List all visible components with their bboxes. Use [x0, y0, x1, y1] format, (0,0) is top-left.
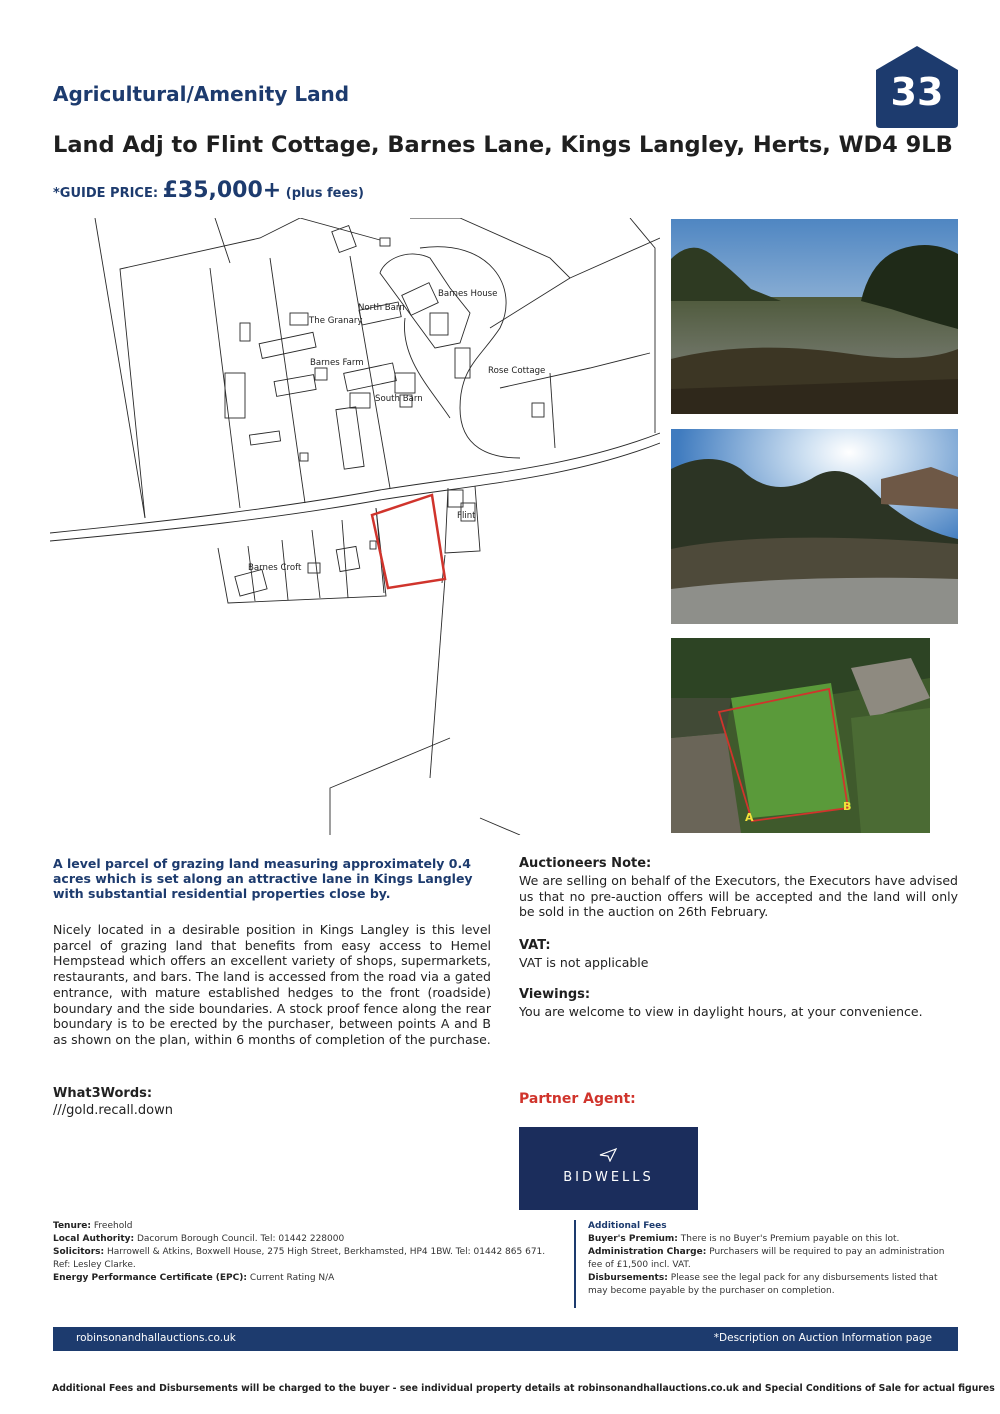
aerial-label-a: A	[745, 811, 754, 824]
aerial-label-b: B	[843, 800, 852, 813]
auctioneers-note-text: We are selling on behalf of the Executors, the Executors have advised us that no pre-auction offers will be accepted and the land will only be sold in the auction on 26th February.	[519, 873, 958, 920]
bidwells-name: BIDWELLS	[563, 1170, 654, 1185]
solicitors-value: Harrowell & Atkins, Boxwell House, 275 High Street, Berkhamsted, HP4 1BW. Tel: 01442 865 671. Ref: Lesley Clarke.	[53, 1247, 546, 1270]
viewings-heading: Viewings:	[519, 987, 591, 1002]
buyers-premium-label: Buyer's Premium:	[588, 1234, 678, 1244]
field-photo	[671, 219, 958, 414]
disbursements-label: Disbursements:	[588, 1273, 668, 1283]
epc-value: Current Rating N/A	[249, 1273, 335, 1283]
local-authority-label: Local Authority:	[53, 1234, 135, 1244]
admin-charge-value: Purchasers will be required to pay an administration fee of £1,500 incl. VAT.	[588, 1247, 945, 1270]
tenure-label: Tenure:	[53, 1221, 92, 1231]
auctioneers-note-heading: Auctioneers Note:	[519, 856, 652, 871]
category-heading: Agricultural/Amenity Land	[53, 82, 350, 106]
buyers-premium-value: There is no Buyer's Premium payable on this lot.	[680, 1234, 900, 1244]
partner-agent-heading: Partner Agent:	[519, 1091, 636, 1107]
map-label-barnes-farm: Barnes Farm	[310, 358, 364, 368]
lot-badge	[876, 46, 958, 128]
details-divider	[574, 1220, 576, 1308]
guide-price	[53, 178, 364, 203]
description-body: Nicely located in a desirable position in Kings Langley is this level parcel of grazing land that benefits from easy access to Hemel Hempstead which offers an excellent variety of shops, supermarkets, restaurants, and bars. The land is accessed from the road via a gated entrance, with mature established hedges to the front (roadside) boundary and the side boundaries. A stock proof fence along the rear boundary is to be erected by the purchaser, between points A and B as shown on the plan, within 6 months of completion of the purchase.	[53, 922, 491, 1047]
admin-charge-label: Administration Charge:	[588, 1247, 707, 1257]
solicitors-label: Solicitors:	[53, 1247, 105, 1257]
vat-text: VAT is not applicable	[519, 955, 649, 970]
guide-price-value: £35,000+	[162, 178, 282, 203]
fees-heading: Additional Fees	[588, 1221, 667, 1231]
footer-note: *Description on Auction Information page	[713, 1332, 932, 1344]
additional-fees	[588, 1220, 958, 1298]
tenure-value: Freehold	[93, 1221, 133, 1231]
aerial-photo	[671, 638, 930, 833]
lot-number: 33	[890, 70, 944, 114]
site-plan-map	[50, 218, 660, 835]
property-details	[53, 1220, 563, 1285]
map-label-the-granary: The Granary	[309, 316, 363, 326]
footer-bar	[53, 1327, 958, 1351]
vat-heading: VAT:	[519, 938, 551, 953]
bidwells-logo	[519, 1127, 698, 1210]
epc-label: Energy Performance Certificate (EPC):	[53, 1273, 247, 1283]
guide-prefix: *GUIDE PRICE:	[53, 186, 163, 201]
what3words-label: What3Words:	[53, 1086, 153, 1101]
lead-summary: A level parcel of grazing land measuring approximately 0.4 acres which is set along an attractive lane in Kings Langley with substantial residential properties close by.	[53, 856, 473, 901]
local-authority-value: Dacorum Borough Council. Tel: 01442 228000	[136, 1234, 345, 1244]
lot-boundary-outline	[372, 495, 445, 588]
map-label-barnes-croft: Barnes Croft	[248, 563, 302, 573]
map-label-rose-cottage: Rose Cottage	[488, 366, 546, 376]
what3words-value: ///gold.recall.down	[53, 1103, 173, 1118]
bidwells-arrow-icon	[599, 1148, 617, 1162]
property-title: Land Adj to Flint Cottage, Barnes Lane, Kings Langley, Herts, WD4 9LB	[53, 132, 953, 158]
map-label-flint: Flint	[457, 511, 476, 521]
map-label-north-barn: North Barn	[358, 303, 405, 313]
footer-website-link[interactable]: robinsonandhallauctions.co.uk	[76, 1332, 236, 1344]
hedge-photo	[671, 429, 958, 624]
viewings-text: You are welcome to view in daylight hours, at your convenience.	[519, 1004, 923, 1019]
bottom-disclaimer: Additional Fees and Disbursements will be charged to the buyer - see individual property details at robinsonandhallauctions.co.uk and Special Conditions of Sale for actual figures	[52, 1383, 995, 1394]
guide-suffix: (plus fees)	[281, 186, 364, 201]
map-label-south-barn: South Barn	[375, 394, 423, 404]
map-label-barnes-house: Barnes House	[438, 289, 498, 299]
disbursements-value: Please see the legal pack for any disbursements listed that may become payable by the purchaser on completion.	[588, 1273, 938, 1296]
